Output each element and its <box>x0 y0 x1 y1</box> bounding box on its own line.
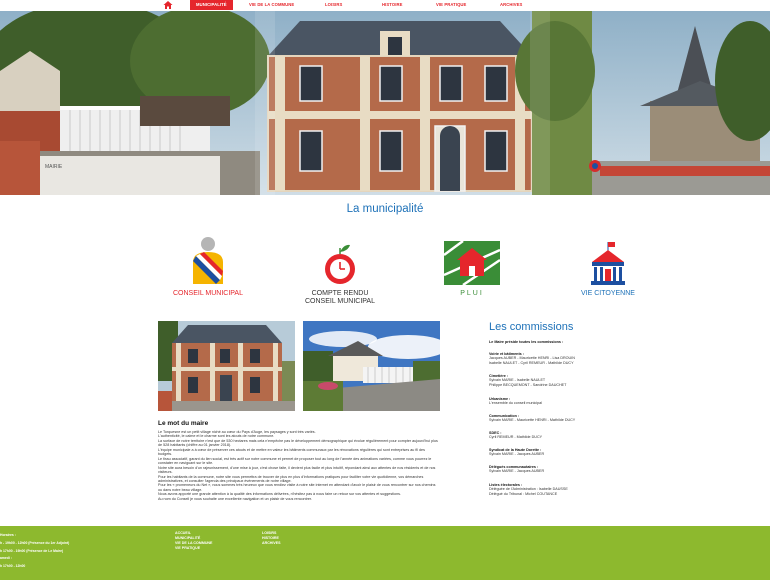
footer-links-col2 <box>262 531 281 546</box>
feature-label: VIE CITOYENNE <box>581 290 635 297</box>
commission-members: Sylvain MARIE - Isabelle NAULET <box>489 378 546 383</box>
feature-plui[interactable] <box>422 236 522 298</box>
commission-group <box>489 397 609 406</box>
commission-group <box>489 465 609 474</box>
footer-link-accueil[interactable]: ACCUEIL <box>175 531 191 535</box>
maire-paragraph: Pour les « promeneurs du Net », nous sommes très heureux que vous rendiez visite à notre site internet en attendant d'avoir le plaisir de vous rencontrer sur nos chemins ou dans notre beau village. <box>158 483 436 492</box>
commission-name: SDEC : <box>489 431 502 435</box>
commission-name: Syndicat de la Haute Dorette : <box>489 448 542 452</box>
commission-group <box>489 352 609 365</box>
maire-paragraph: Le Torquesne est un petit village niché au cœur du Pays d'Auge, les paysages y sont très variés. <box>158 430 316 434</box>
maire-title: Le mot du maire <box>158 420 209 427</box>
footer-link-loisirs[interactable]: LOISIRS <box>262 531 277 535</box>
commissions-intro: Le Maire préside toutes les commissions : <box>489 340 564 344</box>
feature-label-line2: CONSEIL MUNICIPAL <box>304 298 375 305</box>
footer-link-vie-pratique[interactable]: VIE PRATIQUE <box>175 546 201 551</box>
commission-group <box>489 414 609 423</box>
maire-message <box>158 430 440 501</box>
footer-link-municipalite[interactable]: MUNICIPALITÉ <box>175 536 201 541</box>
hours-line: h 17h00 - 19h00 (Présence de Le Maire) <box>0 548 64 553</box>
top-navigation <box>0 0 770 11</box>
commission-members: Déléguée de l'Administration : Isabelle DAUSSE <box>489 487 568 492</box>
nav-item-vie-pratique[interactable]: VIE PRATIQUE <box>436 2 467 7</box>
maire-paragraph: Notre site aura besoin d'un rajeunissement, d'une mise à jour, c'est chose faite, il devient plus facile et plus intuitif, répondant ainsi aux attentes de nos résidents et de nos visiteurs. <box>158 465 436 475</box>
nav-item-archives[interactable]: ARCHIVES <box>500 2 523 7</box>
commission-name: Listes électorales : <box>489 483 523 487</box>
commission-members: L'ensemble du conseil municipal <box>489 401 542 406</box>
maire-paragraph: La surface de notre territoire n'est que de 530 hectares mais cela n'empêche pas le développement démographique qui évolue régulièrement pour compter aujourd'hui plus de 528 habitants (chiffre au 01 janvier 2018). <box>158 438 438 448</box>
commission-members: Philippe BECQUEMONT - Sandrine DAUCHET <box>489 382 567 387</box>
commission-group <box>489 374 609 387</box>
commissions-title: Les commissions <box>489 321 574 333</box>
commission-group <box>489 483 609 496</box>
apple-clock-icon <box>322 244 358 286</box>
hours-line: h - 19h00 - 12h00 (Présence du 1er Adjoint) <box>0 540 70 545</box>
header-banner-photo <box>0 11 770 195</box>
maire-paragraph: L'authenticité, le calme et le charme sont les atouts de notre commune. <box>158 434 275 439</box>
footer-opening-hours <box>0 532 69 571</box>
maire-paragraph: L'équipe municipale a à cœur de préserver ces atouts et de mettre en valeur les bâtiments communaux par les rénovations régulières qui sont entreprises au fil des budgets. <box>158 447 425 457</box>
commission-name: Délégués communautaires : <box>489 465 539 469</box>
footer-link-vie-de-la-commune[interactable]: VIE DE LA COMMUNE <box>175 541 213 546</box>
footer-link-histoire[interactable]: HISTOIRE <box>262 536 279 541</box>
photo-mairie <box>158 321 295 411</box>
feature-label: PLUI <box>460 290 484 297</box>
maire-paragraph: Au nom du Conseil je vous souhaite une excellente navigation et un plaisir de vous rencontrer. <box>158 496 312 501</box>
section-title-municipalite: La municipalité <box>346 203 424 215</box>
hours-line: h 17h00 - 12h00 <box>0 564 26 569</box>
commission-group <box>489 431 609 440</box>
commission-members: Cyril REMEUR - Mathilde DUCY <box>489 435 543 440</box>
banner-mairie-sign: MAIRIE <box>45 164 63 170</box>
commission-members: Sylvain MARIE - Jacques AUBER <box>489 452 545 457</box>
feature-label: CONSEIL MUNICIPAL <box>172 290 243 297</box>
commission-members: Délégué du Tribunal : Michel COUTANCE <box>489 491 558 496</box>
feature-compte-rendu[interactable] <box>290 236 390 306</box>
photo-village-street <box>303 321 440 411</box>
map-house-icon <box>443 240 501 286</box>
feature-vie-citoyenne[interactable] <box>558 236 658 298</box>
commission-name: Communication : <box>489 414 520 418</box>
commission-name: Urbanisme : <box>489 397 511 401</box>
maire-paragraph: Pour les habitants de la commune, notre site vous permettra de trouver de plus en plus d'informations pratiques pour faciliter votre vie quotidienne, vos démarches administratives, et consulter l'agenda des principaux événements de notre village. <box>158 474 424 483</box>
maire-paragraph: Le tissu associatif, garant du lien social, est très actif sur notre commune et permet de proposer tout au long de l'année des animations variées, comme vous pourrez le constater en naviguant sur le site. <box>158 456 432 466</box>
commission-name: Voirie et bâtiments : <box>489 352 524 356</box>
nav-item-histoire[interactable]: HISTOIRE <box>382 2 403 7</box>
commission-group <box>489 448 609 457</box>
nav-item-municipalite[interactable]: MUNICIPALITÉ <box>190 0 233 10</box>
home-icon[interactable] <box>161 0 175 10</box>
footer-links-col1 <box>175 531 212 551</box>
feature-conseil-municipal[interactable] <box>158 236 258 298</box>
footer-link-archives[interactable]: ARCHIVES <box>262 541 281 546</box>
maire-paragraph: Nous avons apporté une grande attention à la qualité des informations délivrées, n'hésitez pas à nous faire un retour sur vos attentes et suggestions. <box>158 492 401 497</box>
councillor-sash-icon <box>188 236 228 286</box>
hours-line: Horaires : <box>0 533 16 537</box>
feature-label-line1: COMPTE RENDU <box>311 290 369 297</box>
commission-members: Isabelle NAULET - Cyril REMEUR - Mathilde DUCY <box>489 360 574 365</box>
town-hall-icon <box>590 240 626 286</box>
commission-members: Sylvain MARIE - Mauricette HENRI - Mathilde DUCY <box>489 418 576 423</box>
site-footer <box>0 526 770 580</box>
nav-item-vie-de-la-commune[interactable]: VIE DE LA COMMUNE <box>249 2 295 7</box>
commission-members: Jacques AUBER - Mauricette HENRI - Lisa DROUIN <box>489 356 575 361</box>
commission-members: Sylvain MARIE - Jacques AUBER <box>489 469 545 474</box>
nav-item-loisirs[interactable]: LOISIRS <box>325 2 343 7</box>
commission-name: Cimetière : <box>489 374 509 378</box>
hours-line: amedi : <box>0 556 12 561</box>
